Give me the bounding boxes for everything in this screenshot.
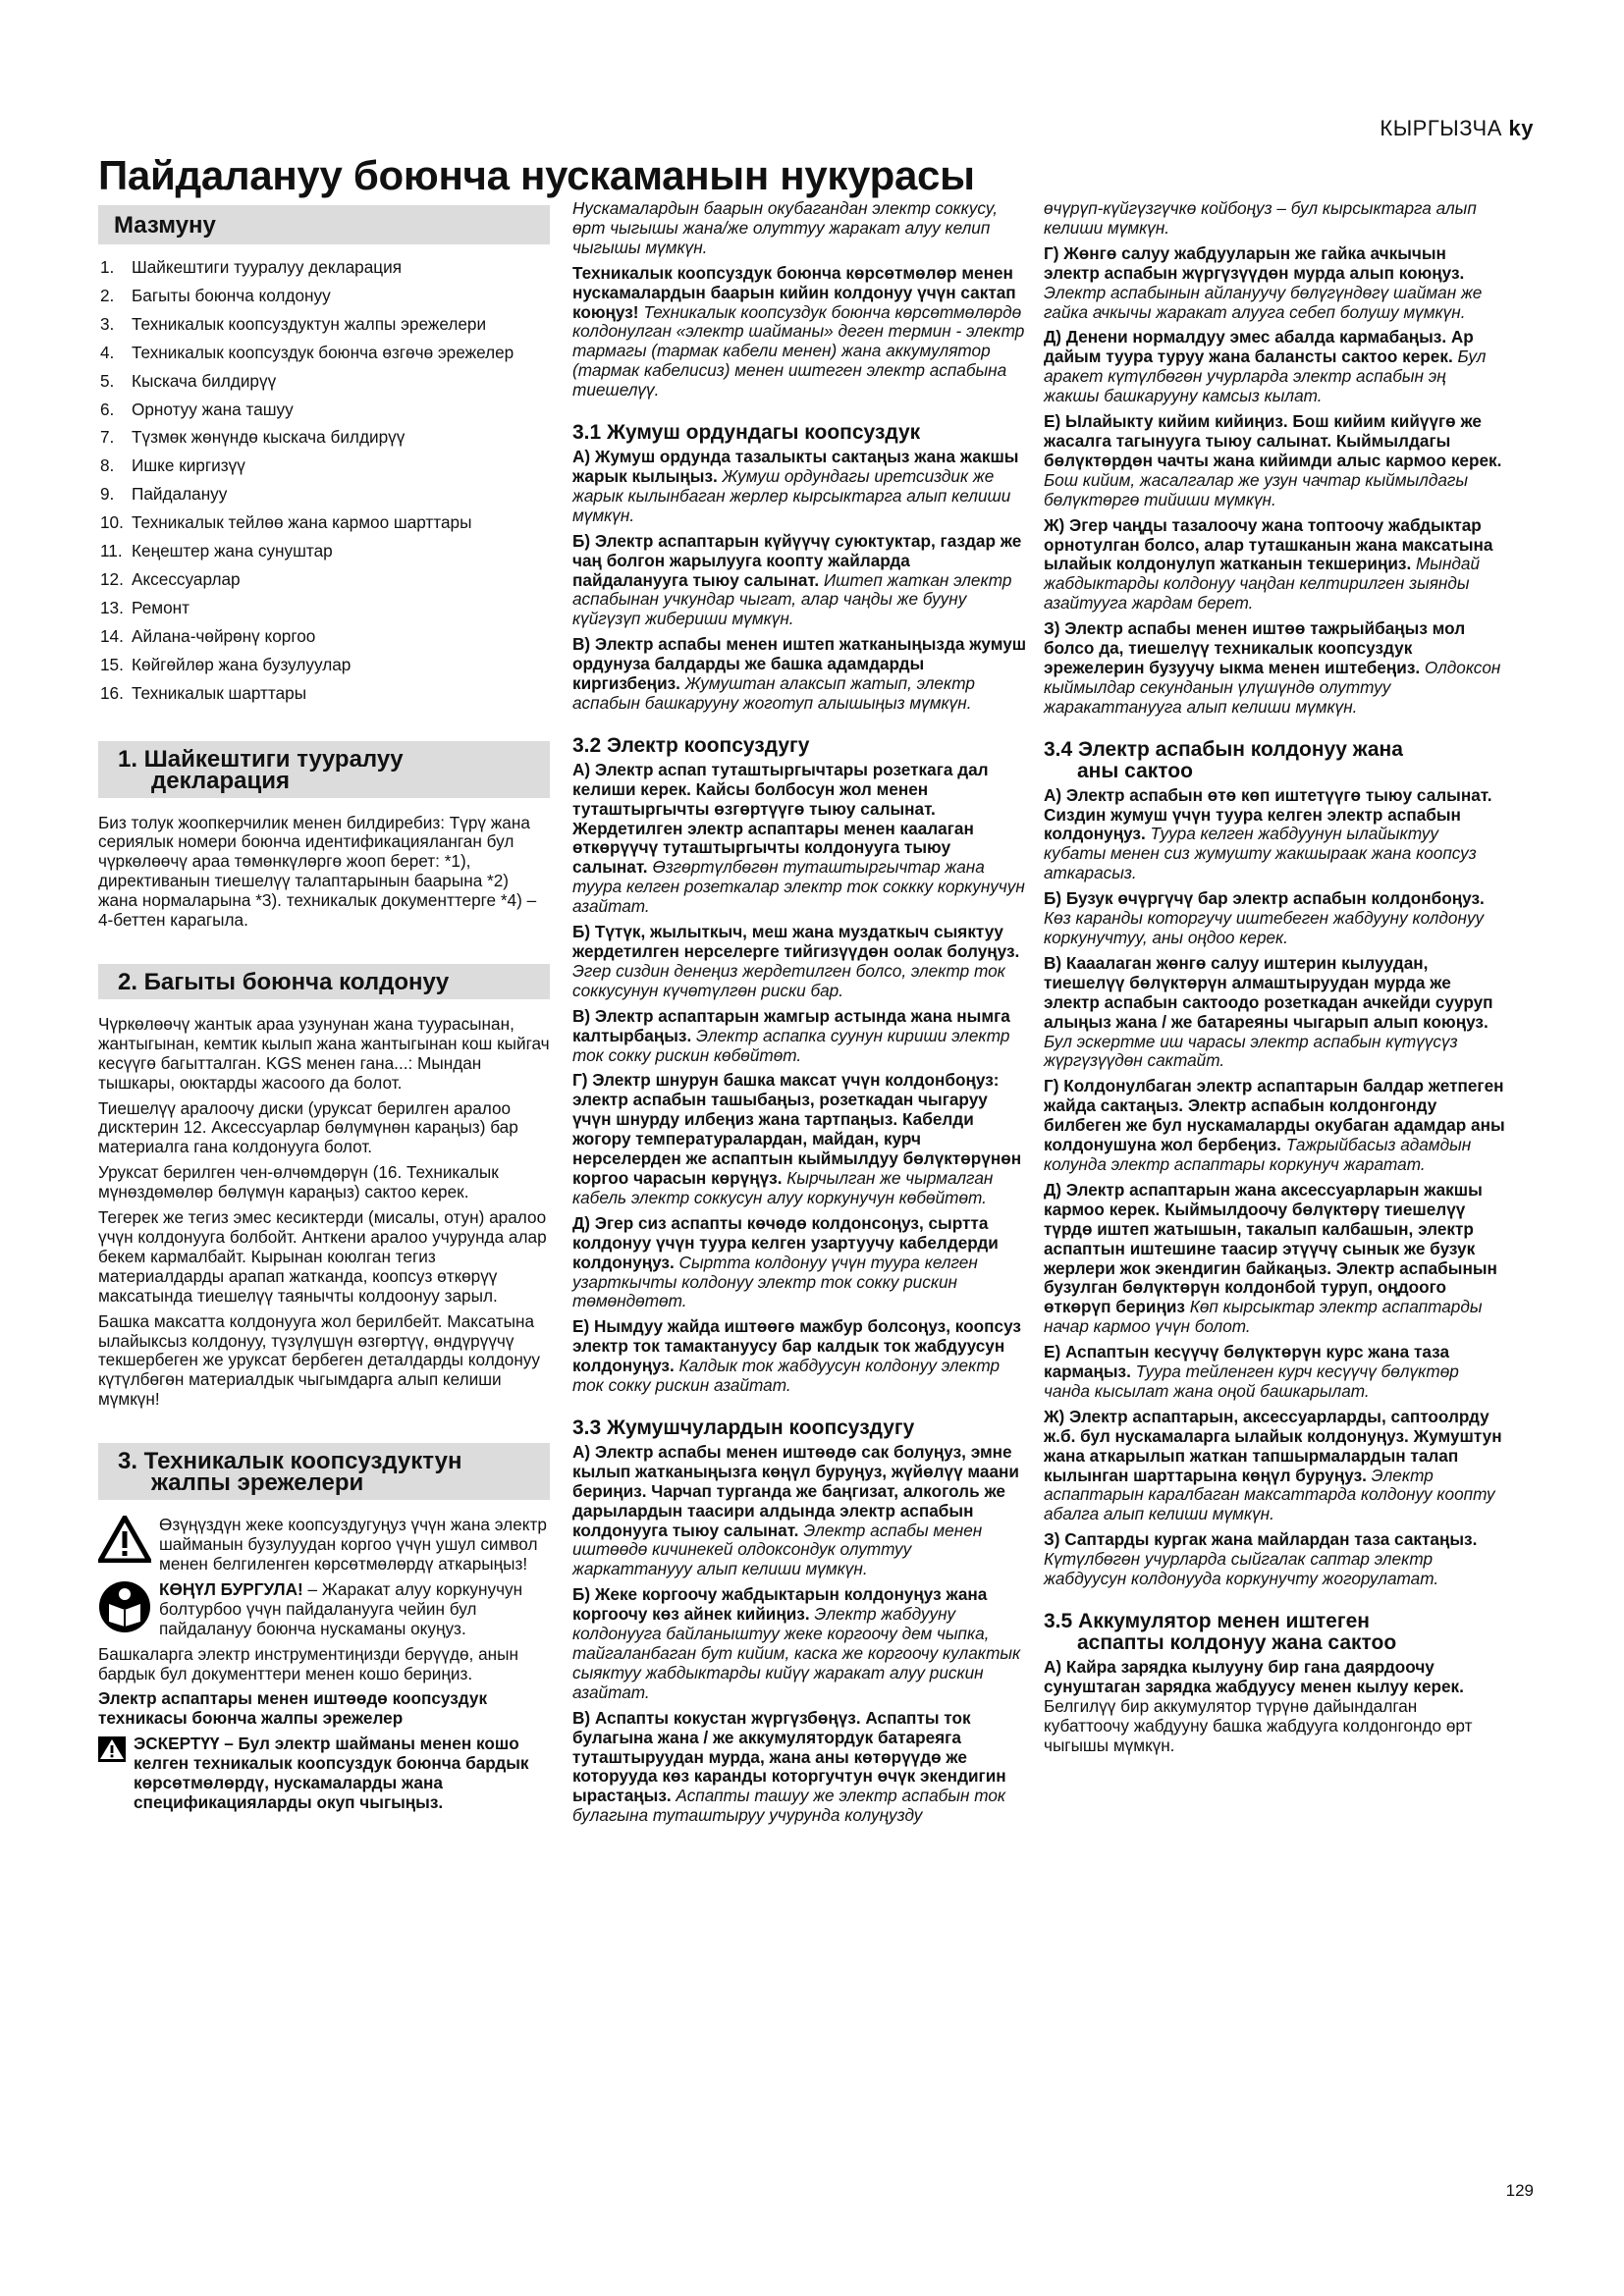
rule-3-5-a: А) Кайра зарядка кылууну бир гана даярдоочу сунуштаган зарядка жабдуусу менен кылуу керек. Белгилүү бир аккумулятор түрүнө дайындалган кубаттоочу жабдууну башка жабдууга колдонгондо өрт чыгышы мүмкүн. bbox=[1044, 1657, 1473, 1755]
subsection-3-1-heading: 3.1 Жумуш ордундагы коопсуздук bbox=[572, 421, 921, 445]
warning-triangle-small-icon bbox=[98, 1736, 126, 1767]
toc-item-label: Түзмөк жөнүндө кыскача билдирүү bbox=[132, 427, 406, 448]
toc-item-number: 2. bbox=[100, 285, 115, 305]
toc-item bbox=[100, 627, 550, 647]
rule-3-4-e: Д) Электр аспаптарын жана аксессуарларын жакшы кармоо керек. Кыймылдоочу бөлүктөрү тиешелүү түрдө иштеп жатышын, такалып калбашын, электр аспаптын иштешине таасир этүүчү сынык же бузук жерлери жок экендигин байкаңыз. Электр аспабынын бузулган бөлүктөрүн колдонбой туруп, оңдоого өткөрүп бериңиз Көп кырсыктар электр аспаптарды начар кармоо үчүн болот. bbox=[1044, 1179, 1497, 1337]
rule-3-4-g: Ж) Электр аспаптарын, аксессуарларды, саптоолрду ж.б. бул нускамаларга ылайык колдонуңуз. Жумуштун жана аткарылып жаткан тапшырмалардын талап кылынган шарттарына көңүл буруңуз. Электр аспаптарын каралбаган максаттарда колдонуу коопту абалга алып келиши мүмкүн. bbox=[1044, 1406, 1502, 1524]
toc-item bbox=[100, 287, 550, 306]
column-right bbox=[1044, 199, 1505, 1762]
rule-3-4-f: Е) Аспаптын кесүүчү бөлүктөрүн курс жана таза кармаңыз. Туура тейленген курч кесүүчү бөлүктөр чанда кысылат жана оңой башкарылат. bbox=[1044, 1342, 1459, 1401]
caution-note bbox=[98, 1735, 550, 1813]
rule-3-4-a: А) Электр аспабын өтө көп иштетүүгө тыюу салынат. Сиздин жумуш үчүн туура келген электр аспабын колдонуңуз. Туура келген жабдуунун ылайыктуу кубаты менен сиз жумушту жакшыраак жана коопсуз аткарасыз. bbox=[1044, 784, 1492, 883]
rule-3-3-h: З) Электр аспабы менен иштөө тажрыйбаңыз мол болсо да, тиешелүү техникалык коопсуздук эрежелерин бузуучу ыкма менен иштебеңиз. Олдоксон кыймылдар секунданын үлүшүндө олуттуу жаракаттанууга алып келиши мүмкүн. bbox=[1044, 618, 1501, 717]
toc-item bbox=[100, 513, 550, 533]
toc-item-label: Айлана-чөйрөнү коргоо bbox=[132, 625, 316, 646]
rule-3-2-a: А) Электр аспап туташтыргычтары розеткага дал келиши керек. Кайсы болбосун жол менен туташтыргычты өзгөртүүгө тыюу салынат. Жердетилген электр аспаптары менен каалаган өткөрүүчү туташтыргычты колдонууга тыюу салынат. Өзгөртүлбөгөн туташтыргычтар жана туура келген розеткалар электр ток соккку коркунучун азайтат. bbox=[572, 759, 1025, 917]
toc-item-number: 9. bbox=[100, 484, 115, 505]
rule-3-4-d: Г) Колдонулбаган электр аспаптарын балдар жетпеген жайда сактаңыз. Электр аспабын колдонгонду билбеген же бул нускамаларды окубаган адамдар аны колдонушуна жол бербеңиз. Тажрыйбасыз адамдын колунда электр аспаптары коркунуч жаратат. bbox=[1044, 1076, 1505, 1174]
rule-3-3-c: В) Аспапты кокустан жүргүзбөңүз. Аспапты ток булагына жана / же аккумулятордук батареяга туташтыруудан мурда, жана аны көтөрүүдө же которууда көз каранды которгучтун өчүк экендигин ырастаңыз. Аспапты ташуу же электр аспабын ток булагына туташтыруу учурунда колуңузду bbox=[572, 1707, 1006, 1826]
rule-3-4-h: З) Саптарды кургак жана майлардан таза сактаңыз. Күтүлбөгөн учурларда сыйгалак саптар электр жабдуусун колдонууда коркунучту жогорулатат. bbox=[1044, 1529, 1478, 1589]
toc-item-number: 3. bbox=[100, 313, 115, 334]
rule-3-3-a: А) Электр аспабы менен иштөөдө сак болуңуз, эмне кылып жатканыңызга көңүл буруңуз, жүйөлүү маани бериңиз. Чарчап турганда же баңгизат, алкоголь же дарылардын таасири алдында электр аспабын колдонууга тыюу салынат. Электр аспабы менен иштөөдө кичинекей олдоксондук олуттуу жаркаттанууу алып келиши мүмкүн. bbox=[572, 1441, 1019, 1579]
page-number: 129 bbox=[1505, 2181, 1534, 2200]
section-2-paragraph-1: Чүркөлөөчү жантык араа узунунан жана туурасынан, жантыгынан, кемтик кылып жана жантыгынан кош кыйгач кесүүгө багытталган. KGS менен гана...: Мындан тышкары, оюктарды жасоого да болот. bbox=[98, 1013, 550, 1093]
toc-item-label: Техникалык коопсуздук боюнча өзгөчө эрежелер bbox=[132, 342, 514, 362]
toc-item-number: 6. bbox=[100, 399, 115, 419]
rule-3-3-e: Д) Денени нормалдуу эмес абалда кармабаңыз. Ар дайым туура туруу жана балансты сактоо керек. Бул аракет күтүлбөгөн учурларда электр аспабын эң жакшы башкарууну камсыз кылат. bbox=[1044, 327, 1487, 406]
page-title: Пайдалануу боюнча нускаманын нукурасы bbox=[98, 152, 975, 198]
rule-3-3-c-continued: өчүрүп-күйгүзгүчкө койбоңуз – бул кырсыктарга алып келиши мүмкүн. bbox=[1044, 198, 1477, 238]
section-2-paragraph-2: Тиешелүү аралоочу диски (уруксат берилген аралоо дисктерин 12. Аксессуарлар бөлүмүнөн караңыз) бар материалга гана колдонууга болот. bbox=[98, 1097, 518, 1157]
subsection-3-4-heading: 3.4 Электр аспабын колдонуу жана аны сактоо bbox=[1044, 737, 1403, 782]
rule-3-2-d: Г) Электр шнурун башка максат үчүн колдонбоңуз: электр аспабын ташыбаңыз, розеткадан чыгаруу үчүн шнурду илбеңиз жана тартпаңыз. Кабелди жогору температуралардан, майдан, курч нерселерден же аспаптын кыймылдуу бөлүктөрүнөн коргоо чарасын көрүңүз. Кырчылган же чырмалган кабель электр соккусун алуу коркунучун көбөйтөт. bbox=[572, 1070, 1022, 1207]
toc-item-number: 12. bbox=[100, 568, 124, 589]
intro-italic: Нускамалардын баарын окубагандан электр соккусу, өрт чыгышы жана/же олуттуу жаракат алуу келип чыгышы мүмкүн. bbox=[572, 198, 998, 257]
rule-3-4-b: Б) Бузук өчүргүчү бар электр аспабын колдонбоңуз. Көз каранды которгучу иштебеген жабдууну колдонуу коркунучтуу, аны оңдоо керек. bbox=[1044, 888, 1485, 947]
toc-heading: Мазмуну bbox=[98, 205, 550, 244]
column-middle bbox=[572, 199, 1029, 1832]
toc-item-label: Аксессуарлар bbox=[132, 568, 241, 589]
intro-keep: Техникалык коопсуздук боюнча көрсөтмөлөр менен нускамалардын баарын кийин колдонуу үчүн сактап коюңуз! Техникалык коопсуздук боюнча көрсөтмөлөрдө колдонулган «электр шайманы» деген термин - электр тармагы (тармак кабели менен) жана аккумулятор (тармак кабелисиз) менен иштеген электр аспабына тиешелүү. bbox=[572, 262, 1025, 400]
toc-item-label: Техникалык шарттары bbox=[132, 682, 307, 703]
caution-text: ЭСКЕРТҮҮ – Бул электр шайманы менен кошо келген техникалык коопсуздук боюнча бардык көрсөтмөлөрдү, нускамаларды жана спецификацияларды окуп чыгыңыз. bbox=[134, 1734, 529, 1812]
toc-item bbox=[100, 428, 550, 448]
subsection-3-2-heading: 3.2 Электр коопсуздугу bbox=[572, 733, 810, 757]
rule-3-1-a: А) Жумуш ордунда тазалыкты сактаңыз жана жакшы жарык кылыңыз. Жумуш ордундагы иретсиздик же жарык кылынбаган жерлер кырсыктарга алып келиши мүмкүн. bbox=[572, 447, 1019, 525]
section-2-paragraph-3: Уруксат берилген чен-өлчөмдөрүн (16. Техникалык мүнөздөмөлөр бөлүмүн караңыз) сактоо керек. bbox=[98, 1162, 499, 1202]
toc-item-label: Ишке киргизүү bbox=[132, 455, 245, 476]
section-3-subheading: Электр аспаптары менен иштөөдө коопсуздук техникасы боюнча жалпы эрежелер bbox=[98, 1688, 488, 1729]
toc-item-label: Кыскача билдирүү bbox=[132, 370, 277, 391]
rule-3-2-e: Д) Эгер сиз аспапты көчөдө колдонсоңуз, сыртта колдонуу үчүн туура келген узартуучу кабелдерди колдонуңуз. Сыртта колдонуу үчүн туура келген узарткычты колдонуу электр ток сокку рискин төмөндөтөт. bbox=[572, 1212, 999, 1311]
toc-item bbox=[100, 456, 550, 476]
toc-item bbox=[100, 599, 550, 618]
section-2-paragraph-5: Башка максатта колдонууга жол берилбейт. Максатына ылайыксыз колдонуу, түзүлүшүн өзгөртүү, өндүрүүчү текшербеген же уруксат бербеген деталдарды колдонуу күтүлбөгөн материалдык чыгымдарга алып келиши мүмкүн! bbox=[98, 1310, 540, 1410]
toc-item-label: Шайкештиги тууралуу декларация bbox=[132, 257, 403, 277]
warning-triangle-icon bbox=[98, 1516, 151, 1568]
column-left bbox=[98, 201, 550, 1819]
attention-note bbox=[98, 1580, 550, 1639]
toc-item bbox=[100, 400, 550, 420]
rule-3-3-g: Ж) Эгер чаңды тазалоочу жана топтоочу жабдыктар орнотулган болсо, алар туташканын жана максатына ылайык колдонулуп жатканын текшериңиз. Мындай жабдыктарды колдонуу чаңдан келтирилген зыянды азайтууга жардам берет. bbox=[1044, 514, 1493, 614]
rule-3-4-c: В) Каaалаган жөнгө салуу иштерин кылуудан, тиешелүү бөлүктөрүн алмаштыруудан мурда же электр аспабын сактоодо розеткадан ачкейди сууруп алыңыз жана / же батареяны чыгарып алып коюңуз. Бул эскертме иш чарасы электр аспабын күтүүсүз жүргүзүүдөн сактайт. bbox=[1044, 952, 1493, 1071]
section-1-paragraph: Биз толук жоопкерчилик менен билдиребиз: Түрү жана сериялык номери боюнча идентификацияланган бул чүркөлөөчү араа төмөнкүлөргө жооп берет: *1), директиванын тиешелүү талаптарынын баарына *2) жана нормаларына *3). техникалык документтерге *4) – 4-беттен карагыла. bbox=[98, 812, 537, 931]
rule-3-3-b: Б) Жеке коргоочу жабдыктарын колдонуңуз жана коргоочу көз айнек кийиңиз. Электр жабдууну колдонууга байланыштуу жеке коргоочу дем чыпка, тайгаланбаган бут кийим, каска же коргоочу кулактык сыяктуу жабдыктарды кийүү жаракат алуу рискин азайтат. bbox=[572, 1584, 1021, 1702]
toc-item-number: 5. bbox=[100, 370, 115, 391]
toc-item bbox=[100, 372, 550, 392]
toc-item-label: Орнотуу жана ташуу bbox=[132, 399, 294, 419]
toc-item bbox=[100, 315, 550, 335]
toc-item-number: 15. bbox=[100, 654, 124, 674]
rule-3-3-d: Г) Жөнгө салуу жабдууларын же гайка ачкычын электр аспабын жүргүзүүдөн мурда алып коюңуз. Электр аспабынын айлануучу бөлүгүндөгү шайман же гайка ачкычы жаракат алууга себеп болушу мүмкүн. bbox=[1044, 242, 1483, 322]
rule-3-2-b: Б) Түтүк, жылыткыч, меш жана муздаткыч сыяктуу жердетилген нерселерге тийгизүүдөн оолак болуңуз. Эгер сиздин денеңиз жердетилген болсо, электр ток соккусунун күчөтүлгөн риски бар. bbox=[572, 922, 1020, 1000]
toc-item bbox=[100, 684, 550, 704]
toc-item-number: 1. bbox=[100, 257, 115, 277]
toc-item bbox=[100, 485, 550, 505]
toc-item-label: Пайдалануу bbox=[132, 484, 228, 505]
toc-item-number: 4. bbox=[100, 342, 115, 362]
subsection-3-5-heading: 3.5 Аккумулятор менен иштеген аспапты колдонуу жана сактоо bbox=[1044, 1610, 1397, 1654]
rule-3-2-f: Е) Нымдуу жайда иштөөгө мажбур болсоңуз, коопсуз электр ток тамактануусу бар калдык ток жабдуусун колдонуңуз. Калдык ток жабдуусун колдонуу электр ток сокку рискин азайтат. bbox=[572, 1316, 1021, 1396]
section-3-paragraph-1: Башкаларга электр инструментиңизди берүүдө, анын бардык бул документтери менен кошо бериңиз. bbox=[98, 1643, 519, 1683]
toc-list bbox=[98, 258, 550, 704]
toc-item-label: Техникалык тейлөө жана кармоо шарттары bbox=[132, 512, 472, 533]
toc-item-number: 14. bbox=[100, 625, 124, 646]
rule-3-1-b: Б) Электр аспаптарын күйүүчү суюктуктар, газдар же чаң болгон жарылууга коопту жайларда пайдаланууга тыюу салынат. Иштеп жаткан электр аспабынан учкундар чыгат, алар чаңды же бууну күйгүзүп жибериши мүмкүн. bbox=[572, 530, 1022, 629]
read-manual-icon bbox=[98, 1580, 151, 1638]
attention-text: КӨҢҮЛ БУРГУЛА! – Жаракат алуу коркунучун болтурбоо үчүн пайдаланууга чейин бул пайдалануу боюнча нускаманы окуңуз. bbox=[159, 1578, 523, 1638]
toc-item-number: 11. bbox=[100, 541, 123, 561]
warning-note bbox=[98, 1516, 550, 1575]
section-2-heading: 2. Багыты боюнча колдонуу bbox=[98, 964, 550, 999]
toc-item bbox=[100, 656, 550, 675]
toc-item-number: 16. bbox=[100, 682, 124, 703]
rule-3-1-c: В) Электр аспабы менен иштеп жатканыңызда жумуш ордунуза балдарды же башка адамдарды киргизбеңиз. Жумуштан алаксып жатып, электр аспабын башкарууну жоготуп алышыңыз мүмкүн. bbox=[572, 634, 1027, 713]
section-1-heading: 1. Шайкештиги тууралуу декларация bbox=[98, 741, 550, 798]
language-label: КЫРГЫЗЧА ky bbox=[1380, 116, 1534, 140]
toc-item bbox=[100, 258, 550, 278]
toc-item-number: 8. bbox=[100, 455, 115, 476]
section-2-paragraph-4: Тегерек же тегиз эмес кесиктерди (мисалы, отун) аралоо үчүн колдонууга болбойт. Анткени аралоо учурунда алар бекем кармалбайт. Кырынан коюлган тегиз материалдарды арапап жатканда, коопсуз өткөрүү максатында тиешелүү таянычты колдоонуу зарыл. bbox=[98, 1207, 547, 1306]
rule-3-2-c: В) Электр аспаптарын жамгыр астында жана нымга калтырбаңыз. Электр аспапка суунун кириши электр ток сокку рискин көбөйтөт. bbox=[572, 1005, 1010, 1065]
toc-item bbox=[100, 570, 550, 590]
subsection-3-3-heading: 3.3 Жумушчулардын коопсуздугу bbox=[572, 1415, 915, 1439]
toc-item-number: 7. bbox=[100, 427, 115, 448]
toc-item bbox=[100, 344, 550, 363]
warning-text: Өзүңүздүн жеке коопсуздугуңуз үчүн жана электр шайманын бузулуудан коргоо үчүн ушул символ менен белгиленген көрсөтмөлөрдү аткарыңыз! bbox=[159, 1515, 547, 1574]
toc-item-label: Багыты боюнча колдонуу bbox=[132, 285, 331, 305]
toc-item-number: 13. bbox=[100, 597, 124, 617]
toc-item-label: Кеңештер жана сунуштар bbox=[132, 541, 333, 561]
toc-item-number: 10. bbox=[100, 512, 124, 533]
toc-item-label: Ремонт bbox=[132, 597, 190, 617]
section-3-heading: 3. Техникалык коопсуздуктун жалпы эрежелери bbox=[98, 1443, 550, 1500]
toc-item bbox=[100, 542, 550, 561]
toc-item-label: Көйгөйлөр жана бузулуулар bbox=[132, 654, 352, 674]
rule-3-3-f: Е) Ылайыкту кийим кийиңиз. Бош кийим кийүүгө же жасалга тагынууга тыюу салынат. Кыймылдагы бөлүктөрдөн чачты жана кийимди алыс кармоо керек. Бош кийим, жасалгалар же узун чачтар кыймылдагы бөлүктөргө тийиши мүмкүн. bbox=[1044, 411, 1502, 509]
toc-item-label: Техникалык коопсуздуктун жалпы эрежелери bbox=[132, 313, 487, 334]
